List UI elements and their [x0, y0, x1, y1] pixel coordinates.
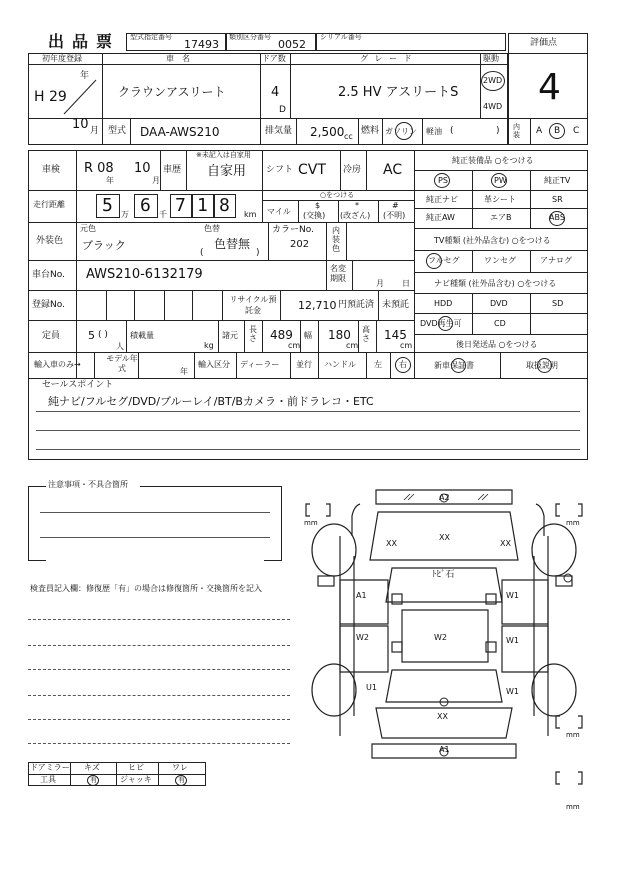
drive-2wd: 2WD — [483, 76, 503, 85]
later-manual-circle — [537, 358, 552, 373]
length: 489 — [270, 328, 293, 342]
damage-stone: ﾄﾋﾞ石 — [432, 570, 455, 580]
orig-color-label: 元色 — [80, 224, 96, 233]
tv-oneseg: ワンセグ — [484, 256, 516, 265]
score-label: 評価点 — [530, 38, 558, 48]
orig-color: ブラック — [82, 239, 126, 252]
chassis-label: 車台No. — [32, 270, 65, 280]
navi-cd: CD — [494, 319, 506, 328]
mile-tamper: (改ざん) — [340, 211, 371, 220]
later-manual: 取扱説明 — [526, 361, 558, 370]
score: 4 — [538, 67, 561, 108]
color-no: 202 — [290, 239, 310, 250]
model-label: 型式 — [108, 126, 127, 136]
first-reg-month: 10 — [72, 117, 89, 132]
navi-sd: SD — [552, 299, 564, 308]
mileage-digit: 5 — [102, 195, 113, 216]
sales-label: セールスポイント — [42, 380, 114, 390]
legend-tools-yes: 有 — [90, 776, 97, 784]
height: 145 — [384, 328, 407, 342]
drive-2wd-circle — [481, 71, 505, 91]
color-change: 色替無 — [214, 237, 251, 251]
interior-b-circle — [549, 123, 565, 139]
mile-label: マイル — [267, 207, 291, 216]
shaken-month: 10 — [134, 161, 151, 176]
tv-fullseg: フルセグ — [428, 256, 460, 265]
shaken: R 08 — [84, 161, 114, 176]
displacement: 2,500 — [310, 125, 345, 139]
mile-tamper-mark: * — [355, 201, 359, 210]
interior-color-label: 内装色 — [332, 226, 340, 253]
mm-unit: mm — [304, 519, 318, 527]
mile-unknown: (不明) — [383, 211, 406, 220]
name-change-day: 日 — [402, 279, 410, 288]
name-change-label: 名変期限 — [330, 264, 346, 283]
legend-crack: ヒビ — [128, 763, 144, 772]
mm-unit: mm — [566, 519, 580, 527]
width-unit: cm — [346, 341, 359, 350]
ac-label: 冷房 — [343, 165, 362, 175]
grade-label: グ レ ー ド — [360, 54, 414, 63]
class-no-label: 類別区分番号 — [229, 33, 271, 41]
damage-a1-left: A1 — [356, 591, 367, 600]
legend-mirror: ドアミラー — [30, 763, 70, 772]
capacity-unit: 人 — [116, 342, 124, 351]
navi-dvd: DVD — [490, 299, 508, 308]
equip-pw: PW — [494, 176, 507, 185]
navi-header: ナビ種類 (社外品含む) ○をつける — [434, 279, 557, 288]
legend-break: ワレ — [172, 763, 188, 772]
handle-label: ハンドル — [324, 360, 356, 369]
equip-pw-circle — [491, 173, 507, 188]
form-title: 出品票 — [48, 32, 121, 51]
drive-4wd: 4WD — [483, 102, 503, 111]
capacity: 5 — [88, 329, 95, 342]
mileage-digit: 8 — [219, 195, 230, 216]
mile-unknown-mark: # — [392, 201, 399, 210]
equip-ps-circle — [434, 173, 450, 188]
mileage-digit: 6 — [140, 195, 151, 216]
equip-sr: SR — [552, 195, 563, 204]
legend-tools-circle — [87, 775, 99, 786]
paren-right: ) — [496, 126, 500, 136]
history-note: ※未記入は自家用 — [196, 151, 251, 159]
car-name: クラウンアスリート — [118, 85, 226, 99]
cc-unit: cc — [344, 132, 353, 141]
damage-a2: A2 — [439, 493, 450, 502]
navi-hdd: HDD — [434, 299, 453, 308]
equip-ps: PS — [438, 176, 448, 185]
damage-w1-door: W1 — [506, 636, 519, 645]
sales-text: 純ナビ/フルセグ/DVD/ブルーレイ/BT/Bカメラ・前ドラレコ・ETC — [48, 395, 374, 408]
dims-label: 諸元 — [222, 331, 238, 340]
damage-xx-top: XX — [439, 533, 450, 542]
legend-jack-circle — [175, 775, 187, 786]
color-no-label: カラーNo. — [272, 225, 314, 235]
height-label: 高さ — [362, 325, 370, 343]
notes-box — [28, 486, 282, 560]
shaken-label: 車検 — [42, 165, 61, 175]
car-name-label: 車 名 — [166, 54, 190, 63]
recycle-amount: 12,710 — [298, 299, 337, 312]
tv-analog: アナログ — [540, 256, 572, 265]
equip-aw: 純正AW — [426, 213, 455, 222]
load-unit: kg — [204, 341, 214, 350]
name-change-month: 月 — [376, 279, 384, 288]
handle-right-circle — [395, 357, 411, 373]
fuel-gasoline: ガソリン — [385, 127, 417, 136]
handle-right: 右 — [399, 360, 407, 369]
history: 自家用 — [207, 164, 247, 179]
mileage-label: 走行距離 — [33, 200, 65, 209]
legend-jack: ジャッキ — [120, 775, 152, 784]
height-unit: cm — [400, 341, 413, 350]
damage-w2-left: W2 — [356, 633, 369, 642]
year-unit: 年 — [80, 71, 90, 81]
later-header: 後日発送品 ○をつける — [456, 340, 538, 349]
paren-right: ) — [256, 248, 260, 258]
mile-circle-note: ○をつける — [320, 191, 355, 199]
type-no-label: 型式指定番号 — [130, 33, 172, 41]
handle-left: 左 — [374, 360, 382, 369]
mileage-digit: 7 — [175, 195, 186, 216]
shaken-year-unit: 年 — [106, 176, 114, 185]
grade: 2.5 HV アスリートS — [338, 85, 459, 100]
slash-divider — [60, 78, 100, 116]
parallel: 並行 — [296, 360, 312, 369]
km-unit: km — [244, 210, 257, 219]
interior-label: 内装 — [513, 123, 520, 139]
ac: AC — [383, 162, 403, 178]
tv-header: TV種類 (社外品含む) ○をつける — [434, 236, 551, 245]
equip-abs-circle — [549, 211, 565, 226]
recycle-label: リサイクル預託金 — [229, 295, 277, 315]
first-reg-label: 初年度登録 — [42, 54, 82, 63]
shaken-month-unit: 月 — [152, 176, 160, 185]
history-label: 車歴 — [163, 165, 182, 175]
mile-exchange-mark: $ — [315, 201, 321, 210]
inspector-note: 検査員記入欄：修復歴「有」の場合は修復箇所・交換箇所を記入 — [30, 584, 262, 593]
damage-xx-right: XX — [500, 539, 511, 548]
sen-unit: 千 — [159, 210, 167, 219]
length-label: 長さ — [249, 325, 257, 343]
equip-airbag: エアB — [490, 213, 512, 222]
later-warranty: 新車保証書 — [434, 361, 474, 370]
paren-pair: ( ) — [98, 330, 108, 340]
damage-w1-right: W1 — [506, 591, 519, 600]
notes-label: 注意事項・不具合箇所 — [48, 480, 128, 489]
equip-navi: 純正ナビ — [426, 195, 458, 204]
paren-left: ( — [200, 248, 204, 258]
recycle-none: 未預託 — [382, 300, 410, 310]
serial-label: シリアル番号 — [320, 33, 362, 41]
mm-unit: mm — [566, 731, 580, 739]
tv-fullseg-circle — [426, 253, 442, 269]
equip-abs: ABS — [549, 213, 565, 222]
chassis: AWS210-6132179 — [86, 267, 203, 282]
legend-jack-yes: 有 — [178, 776, 185, 784]
interior-a: A — [536, 126, 543, 136]
recycle-unit: 円預託済 — [338, 300, 375, 310]
equipment-header: 純正装備品 ○をつける — [452, 156, 534, 165]
displacement-label: 排気量 — [265, 126, 293, 136]
import-only-label: 輸入車のみ→ — [34, 360, 81, 369]
legend-scratch: キズ — [84, 763, 100, 772]
month-unit: 月 — [90, 126, 100, 136]
model-year-label: モデル年式 — [106, 354, 138, 373]
width-label: 幅 — [304, 331, 312, 340]
equip-leather: 革シート — [484, 195, 516, 204]
navi-dvd-play-circle — [438, 316, 453, 331]
damage-w2-center: W2 — [434, 633, 447, 642]
interior-c: C — [573, 126, 580, 136]
type-no: 17493 — [184, 38, 219, 51]
length-unit: cm — [288, 341, 301, 350]
reg-no-label: 登録No. — [32, 300, 65, 310]
doors: 4 — [271, 85, 280, 100]
later-warranty-circle — [451, 358, 466, 373]
shift-label: シフト — [266, 165, 294, 175]
model: DAA-AWS210 — [140, 125, 220, 139]
damage-u1: U1 — [366, 683, 377, 692]
navi-dvd-play: DVD再生可 — [420, 319, 462, 328]
color-change-label: 色替 — [204, 224, 220, 233]
damage-xx-left: XX — [386, 539, 397, 548]
damage-w1-rear: W1 — [506, 687, 519, 696]
dealer: ディーラー — [240, 360, 280, 369]
width: 180 — [328, 328, 351, 342]
legend-tools: 工具 — [40, 775, 56, 784]
doors-suffix: D — [279, 105, 286, 115]
fuel-label: 燃料 — [361, 126, 380, 136]
paren-left: ( — [450, 126, 454, 136]
mileage-digit: 1 — [197, 195, 208, 216]
fuel-gasoline-circle — [395, 122, 413, 140]
import-type-label: 輸入区分 — [198, 360, 230, 369]
drive-label: 駆動 — [483, 54, 499, 63]
equip-tv: 純正TV — [544, 176, 571, 185]
man-unit: 万 — [121, 210, 129, 219]
mile-exchange: (交換) — [303, 211, 326, 220]
model-year-unit: 年 — [180, 367, 188, 376]
doors-label: ドア数 — [262, 54, 286, 63]
class-no: 0052 — [278, 38, 306, 51]
interior-b: B — [554, 126, 561, 136]
exterior-color-label: 外装色 — [36, 236, 64, 246]
damage-a1-bottom: A1 — [439, 745, 450, 754]
fuel-diesel: 軽油 — [426, 127, 442, 136]
capacity-label: 定員 — [42, 331, 61, 341]
mm-unit: mm — [566, 803, 580, 811]
shift: CVT — [298, 162, 326, 178]
load-label: 積載量 — [130, 331, 154, 340]
damage-xx-bottom: XX — [437, 712, 448, 721]
first-reg-era: H 29 — [34, 89, 67, 105]
